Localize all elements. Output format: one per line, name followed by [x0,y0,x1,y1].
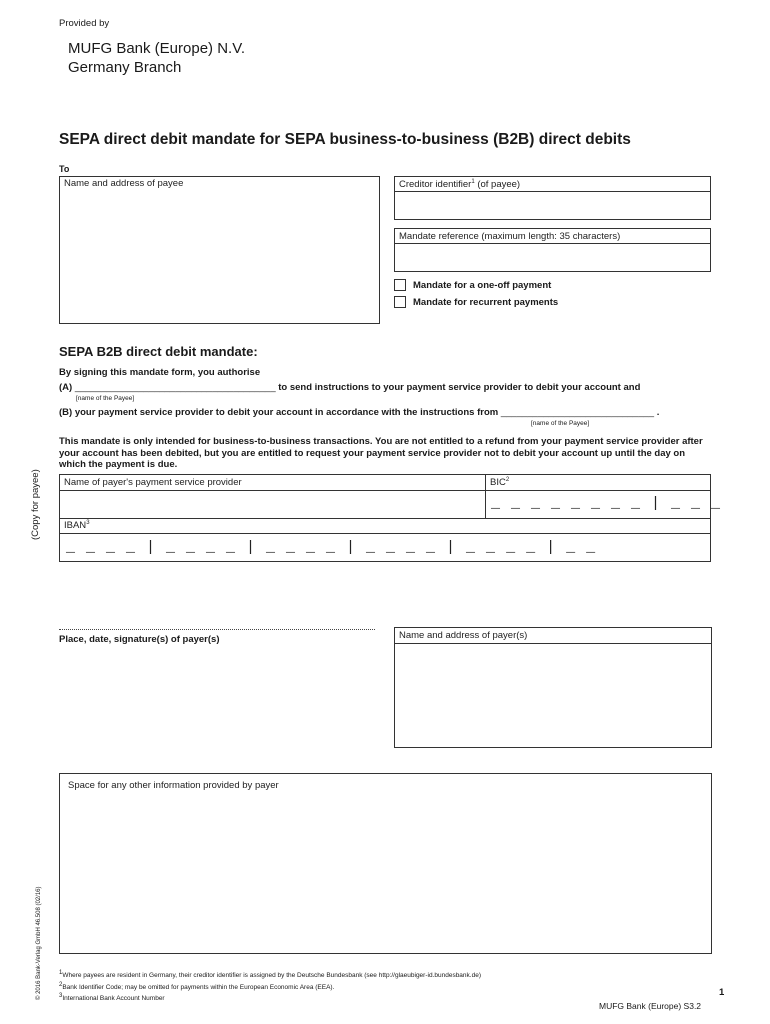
mandate-reference-field[interactable] [394,228,711,272]
footer-reference: MUFG Bank (Europe) S3.2 [599,1001,702,1011]
payee-name-blank-b[interactable]: _____________________________ [500,407,655,418]
footnote-2: 2Bank Identifier Code; may be omitted for payments within the European Economic Area (EEA). [59,981,335,991]
psp-name-field[interactable] [60,490,485,518]
page-title: SEPA direct debit mandate for SEPA business-to-business (B2B) direct debits [59,131,631,148]
footnote-3: 3International Bank Account Number [59,993,165,1003]
page-number: 1 [719,987,725,998]
provided-by-label: Provided by [59,18,110,29]
authorise-line: By signing this mandate form, you authorise [59,367,261,378]
psp-name-label: Name of payer's payment service provider [64,477,242,488]
bic-label: BIC$^2$ [490,477,510,489]
payee-name-blank-a[interactable]: ______________________________________ [74,382,276,393]
name-of-payee-hint-b: [name of the Payee] [531,420,590,427]
creditor-identifier-field[interactable] [394,176,711,220]
mandate-reference-label: Mandate reference (maximum length: 35 characters) [399,231,621,242]
line-a: (A) ______________________________________ to send instructions to your payment service provider to debit your account and [59,382,641,393]
payee-box[interactable] [59,176,380,324]
recurrent-payments-label: Mandate for recurrent payments [413,297,559,308]
iban-field[interactable]: _ _ _ _ | _ _ _ _ | _ _ _ _ | _ _ _ _ | _ _ _ _ | _ _ [66,539,597,556]
signature-line[interactable] [59,629,375,630]
recurrent-payments-checkbox[interactable] [394,296,406,308]
bank-name: MUFG Bank (Europe) N.V. [68,40,246,57]
section-title: SEPA B2B direct debit mandate: [59,344,258,359]
payer-box[interactable] [394,627,712,748]
other-info-label: Space for any other information provided by payer [68,780,279,791]
copyright-label: © 2016 Bank-Verlag GmbH 46.508 (02/16) [36,886,42,1000]
copy-for-payee-label: (Copy for payee) [30,469,41,540]
bank-details-box [59,474,722,562]
footnote-1: 1Where payees are resident in Germany, their creditor identifier is assigned by the Deutsche Bundesbank (see http://glaeubiger-id.bundesbank.de) [59,970,481,980]
one-off-payment-label: Mandate for a one-off payment [413,280,552,291]
one-off-payment-checkbox[interactable] [394,279,406,291]
payer-box-label: Name and address of payer(s) [399,630,528,641]
line-b: (B) your payment service provider to debit your account in accordance with the instructions from _____________________________ . [59,407,660,418]
bic-field[interactable]: _ _ _ _ _ _ _ _ | _ _ _ [491,495,722,512]
other-info-box[interactable] [59,773,712,954]
notice-text: This mandate is only intended for business-to-business transactions. You are not entitled to a refund from your payment service provider after your account has been debited, but you are entitled to request your payment service provider not to debit your account up until the day on which the payment is due. [59,436,703,470]
footnotes [59,969,481,1004]
signature-label: Place, date, signature(s) of payer(s) [59,634,220,645]
iban-label: IBAN$^3$ [64,520,90,532]
creditor-identifier-label: Creditor identifier$^1$ (of payee) [399,179,521,191]
to-label: To [59,164,70,174]
bank-branch: Germany Branch [68,59,182,76]
name-of-payee-hint-a: [name of the Payee] [76,395,135,402]
payee-box-label: Name and address of payee [64,178,184,189]
